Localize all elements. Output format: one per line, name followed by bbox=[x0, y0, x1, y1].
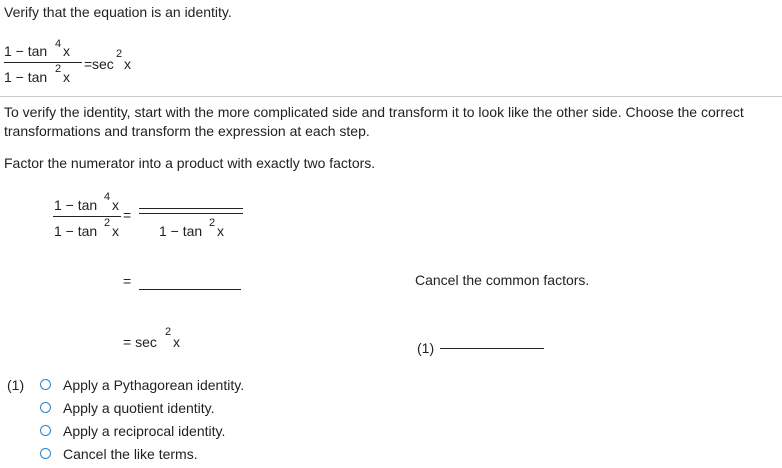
explanation-line-1: To verify the identity, start with the more complicated side and transform it to look like the other side. Choose the correct bbox=[4, 104, 744, 120]
work-lhs-denominator-variable: x bbox=[112, 223, 119, 239]
step2-answer-blank[interactable] bbox=[139, 289, 241, 290]
work-lhs-denominator: 1 − tan bbox=[54, 223, 98, 239]
equation-rhs-exponent: 2 bbox=[116, 48, 123, 60]
section-divider bbox=[0, 96, 782, 97]
equation-numerator-exponent: 4 bbox=[55, 38, 62, 50]
choice-label-pythagorean[interactable]: Apply a Pythagorean identity. bbox=[63, 377, 245, 393]
work-rhs-denominator-exponent: 2 bbox=[209, 217, 216, 229]
work-lhs-fraction-bar bbox=[53, 216, 121, 217]
choice-radio-quotient[interactable] bbox=[40, 402, 51, 413]
answer-slot-1-blank[interactable] bbox=[440, 348, 544, 349]
explanation-line-2: transformations and transform the expression at each step. bbox=[4, 123, 370, 139]
answer-slot-label: (1) bbox=[417, 340, 435, 356]
equation-equals: = bbox=[84, 56, 93, 72]
numerator-answer-blank[interactable] bbox=[139, 208, 243, 209]
equation-denominator-exponent: 2 bbox=[55, 63, 62, 75]
work-lhs-denominator-exponent: 2 bbox=[104, 217, 111, 229]
equation-rhs-variable: x bbox=[124, 56, 131, 72]
work-rhs-denominator-variable: x bbox=[217, 223, 224, 239]
choice-label-quotient[interactable]: Apply a quotient identity. bbox=[63, 400, 215, 416]
equation-denominator-variable: x bbox=[63, 69, 70, 85]
choice-group-label: (1) bbox=[7, 377, 25, 393]
equation-denominator: 1 − tan bbox=[4, 69, 48, 85]
final-exponent: 2 bbox=[165, 326, 172, 338]
equation-numerator: 1 − tan bbox=[4, 43, 48, 59]
work-equals-3: = sec bbox=[123, 334, 157, 350]
equation-numerator-variable: x bbox=[63, 43, 70, 59]
choice-radio-cancel-like-terms[interactable] bbox=[40, 448, 51, 459]
equation-fraction-bar bbox=[4, 62, 82, 63]
step-prompt: Factor the numerator into a product with exactly two factors. bbox=[4, 155, 376, 171]
step2-note: Cancel the common factors. bbox=[415, 272, 590, 288]
choice-radio-pythagorean[interactable] bbox=[40, 379, 51, 390]
work-equals-1: = bbox=[123, 207, 132, 223]
work-lhs-numerator-exponent: 4 bbox=[104, 191, 111, 203]
choice-label-reciprocal[interactable]: Apply a reciprocal identity. bbox=[63, 423, 226, 439]
work-lhs-numerator-variable: x bbox=[112, 197, 119, 213]
work-equals-2: = bbox=[123, 273, 132, 289]
final-variable: x bbox=[173, 334, 180, 350]
work-rhs-fraction-bar bbox=[139, 213, 243, 214]
work-rhs-denominator: 1 − tan bbox=[159, 223, 203, 239]
equation-rhs: sec bbox=[92, 56, 114, 72]
choice-radio-reciprocal[interactable] bbox=[40, 425, 51, 436]
work-lhs-numerator: 1 − tan bbox=[54, 197, 98, 213]
choice-label-cancel-like-terms[interactable]: Cancel the like terms. bbox=[63, 446, 198, 462]
question-instruction: Verify that the equation is an identity. bbox=[4, 4, 232, 20]
